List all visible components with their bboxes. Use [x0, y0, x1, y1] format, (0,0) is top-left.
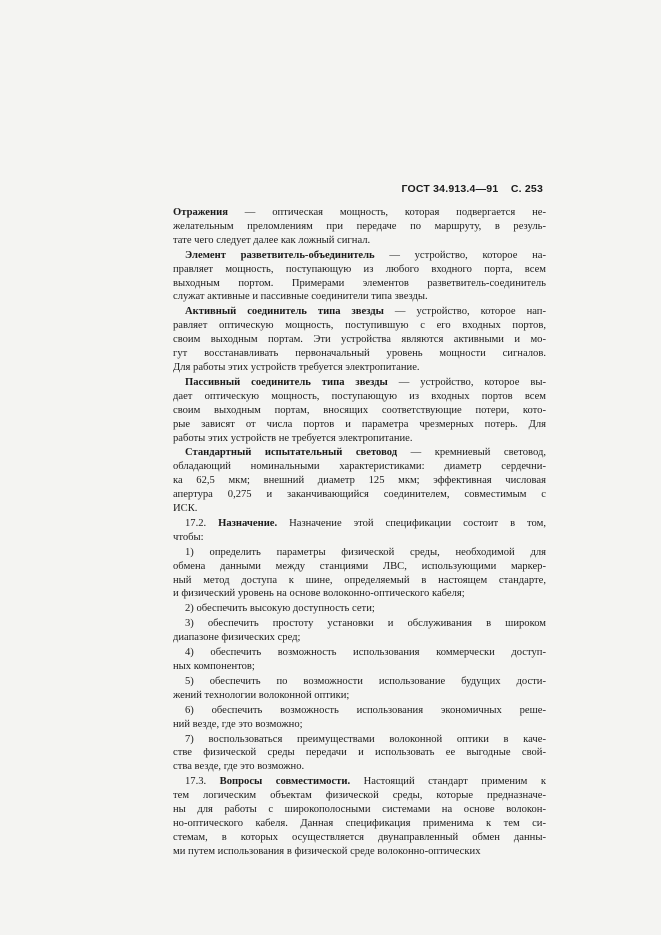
text-line: диапазоне физических сред;: [173, 632, 301, 644]
text-line: жений технологии волоконной оптики;: [173, 689, 350, 701]
text-line: 7) воспользоваться преимуществами волоконной оптики в каче-: [185, 733, 546, 745]
page-number: С. 253: [510, 183, 543, 195]
text-line: обмена данными между станциями ЛВС, использующими маркер-: [173, 560, 546, 572]
term: Назначение.: [218, 517, 278, 529]
text-line: Пассивный соединитель типа звезды — устройство, которое вы-: [185, 376, 546, 388]
text-line: и физический уровень на основе волоконно-оптического кабеля;: [173, 588, 465, 600]
term: Стандартный испытательный световод: [185, 447, 398, 459]
text-line: гут восстанавливать первоначальный уровень мощности сигналов.: [173, 348, 546, 360]
standard-number: ГОСТ 34.913.4—91: [401, 183, 499, 195]
text-line: стве физической среды передачи и использовать ее выгодные свой-: [173, 747, 546, 759]
paragraph: [173, 517, 546, 545]
paragraph: [173, 704, 546, 732]
text-line: обладающий номинальными характеристиками: диаметр сердечни-: [173, 461, 546, 473]
text-line: 2) обеспечить высокую доступность сети;: [185, 603, 375, 615]
text-line: выходным портом. Примерами элементов разветвитель-соединитель: [173, 277, 546, 289]
text-line: чтобы:: [173, 531, 204, 543]
paragraph: [173, 646, 546, 674]
text-line: Для работы этих устройств требуется электропитание.: [173, 361, 420, 373]
text-line: ный метод доступа к шине, определяемый в настоящем стандарте,: [173, 574, 546, 586]
document-body: [173, 206, 546, 860]
text-line: своим выходным портам. Эти устройства являются активными и мо-: [173, 334, 546, 346]
term: Элемент разветвитель-объединитель: [185, 249, 375, 261]
text-line: ны для работы с широкополосными системами на основе волокон-: [173, 804, 546, 816]
text-line: служат активные и пассивные соединители типа звезды.: [173, 291, 428, 303]
text-line: тате чего следует далее как ложный сигнал.: [173, 234, 371, 246]
text-line: ства везде, где это возможно.: [173, 761, 305, 773]
text-line: 17.3. Вопросы совместимости. Настоящий стандарт применим к: [185, 776, 546, 788]
text-line: 17.2. Назначение. Назначение этой спецификации состоит в том,: [185, 517, 546, 529]
paragraph: [173, 617, 546, 645]
paragraph: [173, 733, 546, 775]
text-line: 4) обеспечить возможность использования коммерчески доступ-: [185, 647, 546, 659]
page-header: [401, 183, 543, 195]
text-line: правляет мощность, поступающую из любого входного порта, всем: [173, 263, 546, 275]
text-line: апертура 0,275 и заканчивающийся соединителем, совместимым с: [173, 489, 546, 501]
text-line: Активный соединитель типа звезды — устройство, которое нап-: [185, 306, 546, 318]
text-line: работы этих устройств не требуется электропитание.: [173, 432, 413, 444]
text-line: ИСК.: [173, 503, 198, 515]
text-line: тем логическим объектам физической среды, которые предназначе-: [173, 790, 546, 802]
text-line: 6) обеспечить возможность использования экономичных реше-: [185, 704, 546, 716]
paragraph: [173, 249, 546, 305]
paragraph: [173, 376, 546, 446]
text-line: стемам, в которых осуществляется двунаправленный обмен данны-: [173, 831, 546, 843]
text-line: равляет оптическую мощность, поступившую с его входных портов,: [173, 320, 546, 332]
term: Пассивный соединитель типа звезды: [185, 376, 388, 388]
text-line: ных компонентов;: [173, 661, 255, 672]
paragraph: [173, 206, 546, 248]
text-line: 5) обеспечить по возможности использование будущих дости-: [185, 675, 546, 687]
paragraph: [173, 775, 546, 858]
paragraph: [173, 305, 546, 375]
paragraph: [173, 675, 546, 703]
text-line: дает оптическую мощность, поступающую из входных портов всем: [173, 390, 546, 402]
text-line: Отражения — оптическая мощность, которая подвергается не-: [173, 207, 546, 218]
paragraph: [173, 602, 546, 616]
term: Активный соединитель типа звезды: [185, 306, 384, 318]
text-line: рые зависят от числа портов и параметра чрезмерных потерь. Для: [173, 418, 546, 430]
text-line: ний везде, где это возможно;: [173, 718, 303, 730]
text-line: желательным преломлениям при передаче по маршруту, в резуль-: [173, 220, 546, 232]
text-line: 3) обеспечить простоту установки и обслуживания в широком: [185, 618, 546, 630]
term: Отражения: [173, 207, 228, 218]
text-line: но-оптического кабеля. Данная спецификация применима к тем си-: [173, 817, 546, 829]
text-line: своим выходным портам, вносящих соответствующие потери, кото-: [173, 404, 546, 416]
term: Вопросы совместимости.: [219, 776, 351, 788]
paragraph: [173, 446, 546, 516]
text-line: ка 62,5 мкм; внешний диаметр 125 мкм; эффективная числовая: [173, 475, 546, 487]
paragraph: [173, 546, 546, 602]
text-line: Элемент разветвитель-объединитель — устройство, которое на-: [185, 249, 546, 261]
text-line: ми путем использования в физической среде волоконно-оптических: [173, 845, 481, 857]
text-line: Стандартный испытательный световод — кремниевый световод,: [185, 447, 546, 459]
text-line: 1) определить параметры физической среды, необходимой для: [185, 546, 546, 558]
